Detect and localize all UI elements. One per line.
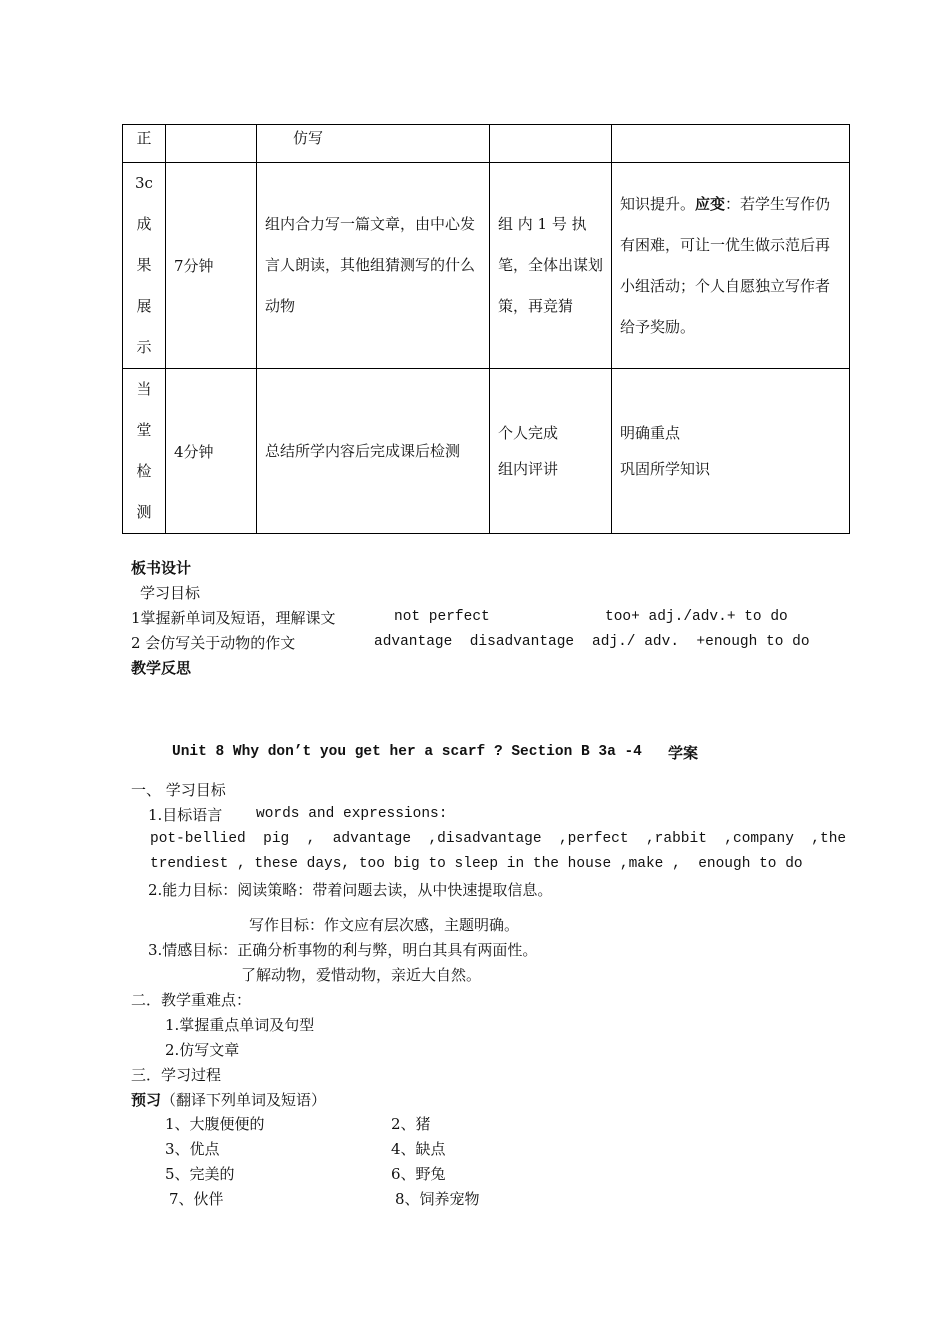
notes-text: 明确重点 (620, 424, 681, 442)
stage-label: 展 (136, 297, 152, 315)
table-row (123, 369, 850, 534)
table-row (123, 125, 850, 163)
stage-label: 正 (136, 129, 152, 147)
list-item: 3、优点 (165, 1140, 220, 1158)
worksheet-title: Unit 8 Why don’t you get her a scarf ? Section B 3a -4 (172, 744, 642, 760)
board-line2-cn: 2 会仿写关于动物的作文 (131, 634, 296, 652)
notes-bold: 应变 (695, 194, 726, 213)
method-cell (490, 163, 612, 369)
emotion-goal: 3.情感目标：正确分析事物的利与弊，明白其具有两面性。 (148, 941, 538, 959)
stage-cell (123, 125, 166, 163)
list-item: 1、大腹便便的 (165, 1115, 265, 1133)
method-text: 组 内 1 号 执笔，全体出谋划策，再竞猜 (498, 215, 604, 315)
time-cell (166, 369, 257, 534)
board-heading: 板书设计 (131, 559, 192, 577)
stage-label: 果 (136, 256, 152, 274)
method-text: 组内评讲 (498, 460, 559, 478)
board-line1-a: not perfect (394, 609, 490, 625)
board-line1-b: too+ adj./adv.+ to do (605, 609, 788, 625)
list-item: 6、野兔 (391, 1165, 446, 1183)
activity-cell (257, 163, 490, 369)
preview-rest: （翻译下列单词及短语） (161, 1091, 327, 1109)
list-item: 7、伙伴 (169, 1190, 224, 1208)
time-cell (166, 163, 257, 369)
section-2-heading: 二．教学重难点： (131, 991, 252, 1009)
stage-label: 测 (136, 503, 152, 521)
writing-goal: 写作目标：作文应有层次感，主题明确。 (249, 916, 520, 934)
stage-label: 当 (136, 380, 152, 398)
list-item: 8、饲养宠物 (395, 1190, 480, 1208)
key-point-1: 1.掌握重点单词及句型 (165, 1016, 315, 1034)
stage-label: 成 (136, 215, 152, 233)
activity-text: 总结所学内容后完成课后检测 (265, 441, 461, 460)
stage-label: 示 (136, 338, 152, 356)
time-cell (166, 125, 257, 163)
ability-goal: 2.能力目标：阅读策略：带着问题去读，从中快速提取信息。 (148, 881, 553, 899)
notes-text: 巩固所学知识 (620, 460, 711, 478)
notes-prefix: 知识提升。 (620, 194, 696, 213)
notes-cell (612, 125, 850, 163)
section-3-heading: 三．学习过程 (131, 1066, 222, 1084)
time-text: 7分钟 (174, 257, 214, 275)
time-text: 4分钟 (174, 442, 214, 461)
vocab-line-2: trendiest , these days, too big to sleep in the house ,make , enough to do (150, 856, 803, 872)
lesson-plan-table (122, 124, 850, 534)
board-goal-label: 学习目标 (140, 584, 201, 602)
stage-label: 堂 (136, 421, 152, 439)
preview-bold: 预习 (131, 1091, 162, 1109)
stage-label: 3c (135, 174, 153, 192)
list-item: 5、完美的 (165, 1165, 235, 1183)
notes-cell (612, 163, 850, 369)
method-text: 个人完成 (498, 424, 559, 442)
activity-cell (257, 369, 490, 534)
emotion-goal-2: 了解动物，爱惜动物，亲近大自然。 (241, 966, 482, 984)
board-line2-b: adj./ adv. +enough to do (592, 634, 810, 650)
reflection-heading: 教学反思 (131, 659, 192, 677)
activity-text: 组内合力写一篇文章，由中心发言人朗读，其他组猜测写的什么动物 (265, 215, 476, 315)
board-line1-cn: 1掌握新单词及短语，理解课文 (131, 609, 336, 627)
lang-label: 1.目标语言 (148, 806, 223, 824)
notes-cell (612, 369, 850, 534)
list-item: 4、缺点 (391, 1140, 446, 1158)
activity-cell (257, 125, 490, 163)
preview-line (131, 1089, 326, 1110)
stage-cell (123, 369, 166, 534)
activity-text: 仿写 (293, 129, 324, 147)
section-1-heading: 一、 学习目标 (131, 781, 226, 799)
table-row (123, 163, 850, 369)
list-item: 2、猪 (391, 1115, 431, 1133)
method-cell (490, 125, 612, 163)
vocab-line-1: pot-bellied pig , advantage ,disadvantage ,perfect ,rabbit ,company ,the (150, 831, 847, 847)
notes-text (612, 184, 849, 348)
method-cell (490, 369, 612, 534)
stage-label: 检 (136, 462, 152, 480)
lang-en: words and expressions: (256, 806, 448, 822)
key-point-2: 2.仿写文章 (165, 1041, 240, 1059)
notes-rest: ：若学生写作仍有困难，可让一优生做示范后再小组活动；个人自愿独立写作者给予奖励。 (620, 194, 831, 336)
board-line2-a: advantage disadvantage (374, 634, 575, 650)
stage-cell (123, 163, 166, 369)
worksheet-title-cn: 学案 (668, 744, 699, 762)
